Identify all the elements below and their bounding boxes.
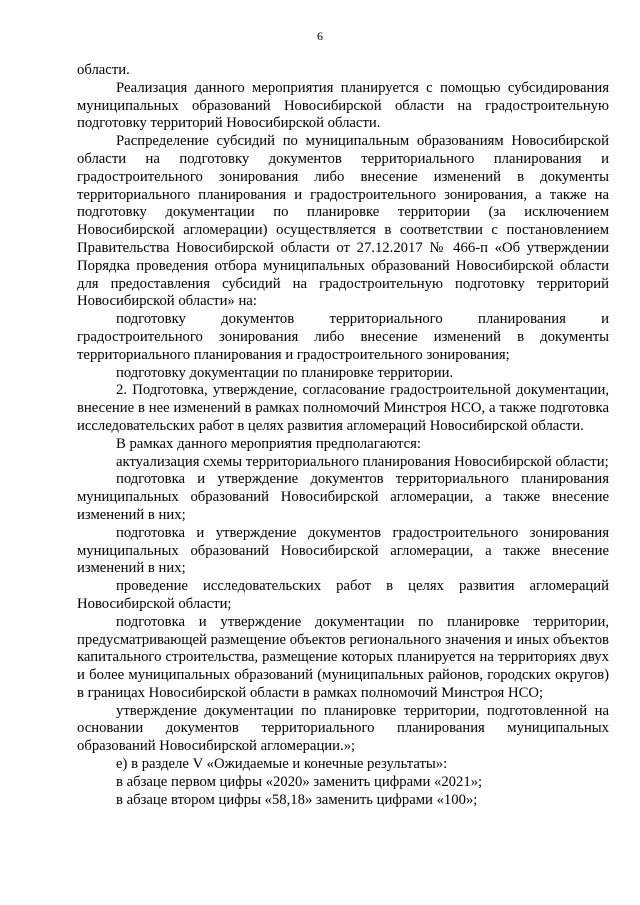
paragraph: подготовку документации по планировке территории.: [116, 364, 454, 381]
paragraph: е) в разделе V «Ожидаемые и конечные результаты»:: [116, 756, 448, 773]
paragraph: 2. Подготовка, утверждение, согласование градостроительной документации, внесение в нее изменений в рамках полномочий Минстроя НСО, а также подготовка исследовательских работ в целях развития агломераций Новосибирской области.: [77, 382, 609, 434]
paragraph: подготовка и утверждение документов территориального планирования муниципальных образований Новосибирской агломерации, а также внесение изменений в них;: [77, 471, 609, 523]
paragraph: утверждение документации по планировке территории, подготовленной на основании документов территориального планирования муниципальных образований Новосибирской агломерации.»;: [77, 702, 609, 755]
paragraph: подготовка и утверждение документов градостроительного зонирования муниципальных образований Новосибирской агломерации, а также внесение изменений в них;: [77, 524, 609, 577]
paragraph: Распределение субсидий по муниципальным образованиям Новосибирской области на подготовку документов территориального планирования и градостроительного зонирования либо внесение изменений в документы территориального планирования и градостроительного зонирования, а также на подготовку документации по планировке территории (за исключением Новосибирской агломерации) осуществляется в соответствии с постановлением Правительства Новосибирской области от 27.12.2017 № 466-п «Об утверждении Порядка проведения отбора муниципальных образований Новосибирской области для предоставления субсидий на градостроительную подготовку территорий Новосибирской области» на:: [77, 133, 609, 310]
paragraph: подготовка и утверждение документации по планировке территории, предусматривающей размещение объектов регионального значения и иных объектов капитального строительства, размещение которых планируется на территориях двух и более муниципальных образований (муниципальных районов, городских округов) в границах Новосибирской области в рамках полномочий Минстроя НСО;: [77, 613, 609, 701]
paragraph: области.: [77, 62, 130, 78]
page-number: 6: [317, 29, 323, 43]
paragraph: в абзаце первом цифры «2020» заменить цифрами «2021»;: [116, 773, 483, 790]
paragraph: Реализация данного мероприятия планируется с помощью субсидирования муниципальных образований Новосибирской области на градостроительную подготовку территорий Новосибирской области.: [77, 79, 609, 132]
document-body: [77, 62, 609, 809]
paragraph: актуализация схемы территориального планирования Новосибирской области;: [116, 453, 609, 470]
paragraph: проведение исследовательских работ в целях развития агломераций Новосибирской области;: [77, 578, 609, 612]
paragraph: в абзаце втором цифры «58,18» заменить цифрами «100»;: [116, 791, 478, 808]
paragraph: В рамках данного мероприятия предполагаются:: [116, 435, 421, 452]
paragraph: подготовку документов территориального планирования и градостроительного зонирования либо внесение изменений в документы территориального планирования и градостроительного зонирования;: [77, 311, 609, 363]
